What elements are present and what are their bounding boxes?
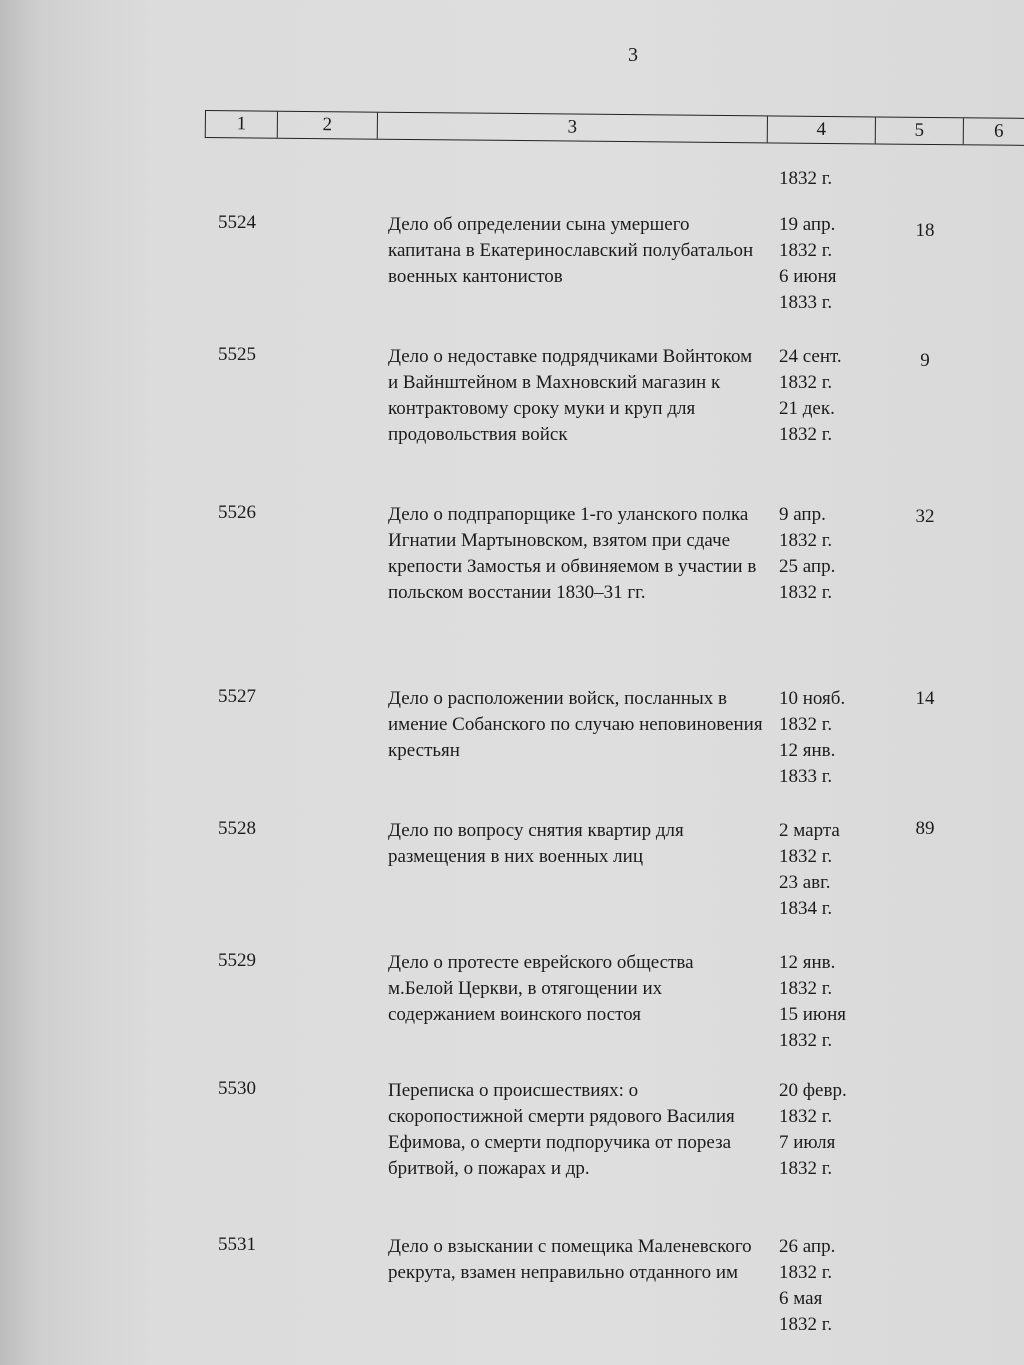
- entry-sheets: 89: [915, 818, 935, 839]
- entry-title: Дело об определении сына умершего капитана в Екатеринославский полубатальон военных кантонистов: [388, 214, 754, 287]
- entry-date: 25 апр.: [779, 556, 836, 577]
- entry-date: 2 марта: [779, 820, 840, 841]
- entry-number: 5531: [218, 1234, 256, 1255]
- entry-date: 1832 г.: [779, 1158, 833, 1179]
- entry-date: 1832 г.: [779, 530, 833, 551]
- entry-number: 5528: [218, 818, 256, 839]
- entry-dates: [779, 1078, 847, 1182]
- entry-date: 1832 г.: [779, 714, 833, 735]
- column-header-6: 6: [993, 120, 1004, 142]
- entry-date: 1832 г.: [779, 1030, 833, 1051]
- entry-dates: [779, 344, 842, 448]
- page-number: 3: [628, 44, 638, 66]
- entry-number: 5527: [218, 686, 256, 707]
- entry-date: 1833 г.: [779, 766, 833, 787]
- entry-dates: [779, 686, 845, 790]
- entry-date: 12 янв.: [779, 740, 836, 761]
- entry-sheets: 14: [915, 688, 935, 709]
- entry-date: 1832 г.: [779, 424, 833, 445]
- column-header-2: 2: [278, 112, 378, 139]
- entry-date: 6 мая: [779, 1288, 823, 1309]
- entry-dates: [779, 950, 846, 1054]
- entry-title: Дело по вопросу снятия квартир для размещения в них военных лиц: [388, 820, 684, 867]
- entry-date: 24 сент.: [779, 346, 842, 367]
- entry-number: 5530: [218, 1078, 256, 1099]
- entry-title: Дело о расположении войск, посланных в имение Собанского по случаю неповиновения крестьян: [388, 688, 763, 761]
- entry-date: 26 апр.: [779, 1236, 836, 1257]
- entry-sheets: 9: [920, 350, 930, 371]
- entry-date: 1832 г.: [779, 372, 833, 393]
- entry-title: Дело о подпрапорщике 1-го уланского полка Игнатии Мартыновском, взятом при сдаче крепости Замостья и обвиняемом в участии в польском восстании 1830–31 гг.: [388, 504, 757, 603]
- entry-date: 15 июня: [779, 1004, 847, 1025]
- entry-number: 5525: [218, 344, 256, 365]
- entry-date: 1832 г.: [779, 1262, 833, 1283]
- entry-date: 9 апр.: [779, 504, 826, 525]
- entry-date: 1834 г.: [779, 898, 833, 919]
- entry-date: 12 янв.: [779, 952, 836, 973]
- entry-sheets: 18: [915, 220, 935, 241]
- entry-date: 1832 г.: [779, 846, 833, 867]
- entry-number: 5529: [218, 950, 256, 971]
- entry-date: 19 апр.: [779, 214, 836, 235]
- entry-date: 1832 г.: [779, 240, 833, 261]
- entry-date: 23 авг.: [779, 872, 831, 893]
- entry-number: 5526: [218, 502, 256, 523]
- entry-date: 1832 г.: [779, 1314, 833, 1335]
- entry-title: Дело о взыскании с помещика Маленевского рекрута, взамен неправильно отданного им: [388, 1236, 752, 1283]
- column-header-3: 3: [378, 113, 768, 143]
- entry-date: 1832 г.: [779, 978, 833, 999]
- entry-title: Переписка о происшествиях: о скоропостижной смерти рядового Василия Ефимова, о смерти подпоручика от пореза бритвой, о пожарах и др.: [388, 1080, 735, 1179]
- entry-sheets: 32: [915, 506, 935, 527]
- entry-date: 1832 г.: [779, 582, 833, 603]
- column-header-5: 5: [876, 117, 964, 144]
- entry-title: Дело о протесте еврейского общества м.Белой Церкви, в отягощении их содержанием воинского постоя: [388, 952, 694, 1025]
- entry-dates: [779, 818, 840, 922]
- entry-date: 7 июля: [779, 1132, 836, 1153]
- entry-dates: [779, 212, 837, 316]
- entry-date: 6 июня: [779, 266, 837, 287]
- entry-date: 21 дек.: [779, 398, 835, 419]
- entry-number: 5524: [218, 212, 256, 233]
- entry-date: 20 февр.: [779, 1080, 847, 1101]
- entry-date: 10 нояб.: [779, 688, 846, 709]
- column-header-1: 1: [206, 111, 278, 138]
- entry-date: 1833 г.: [779, 292, 833, 313]
- entry-dates: [779, 502, 835, 606]
- entry-title: Дело о недоставке подрядчиками Войнтоком и Вайнштейном в Махновский магазин к контрактовому сроку муки и круп для продовольствия войск: [388, 346, 753, 445]
- entry-date: 1832 г.: [779, 1106, 833, 1127]
- column-header-4: 4: [768, 116, 876, 143]
- carry-over-date: 1832 г.: [779, 168, 833, 189]
- entry-dates: [779, 1234, 835, 1338]
